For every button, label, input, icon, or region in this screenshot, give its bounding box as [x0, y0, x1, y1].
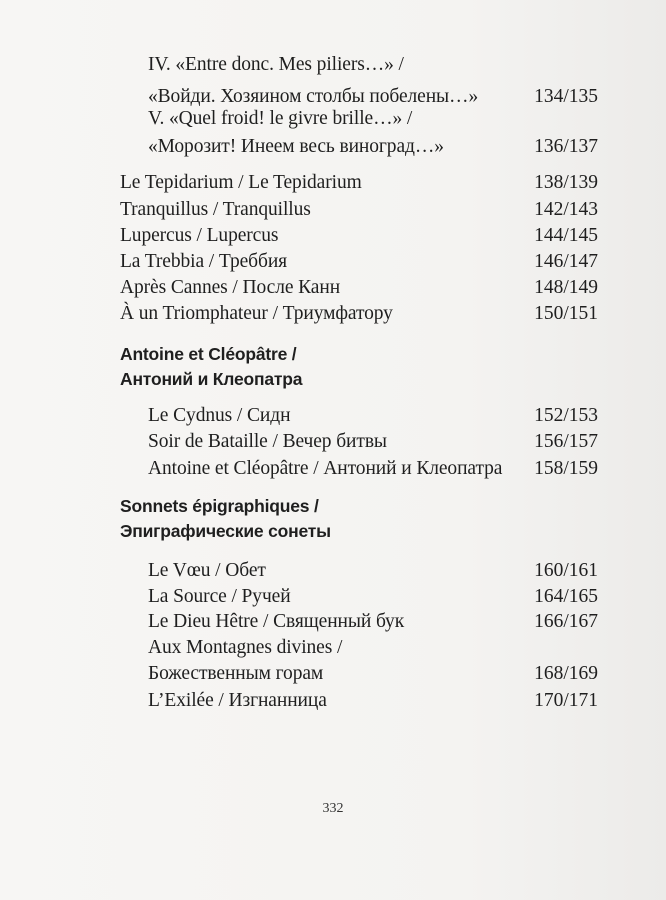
toc-entry-title: L’Exilée / Изгнанница: [148, 690, 327, 711]
toc-entry-title: V. «Quel froid! le givre brille…» /: [148, 108, 413, 129]
toc-entry-pages: 156/157: [534, 431, 598, 452]
toc-entry-title: La Trebbia / Треббия: [120, 251, 288, 272]
toc-entry-pages: 134/135: [534, 86, 598, 107]
toc-entry-pages: 170/171: [534, 690, 598, 711]
toc-entry-title: Après Cannes / После Канн: [120, 277, 341, 298]
toc-entry-pages: 166/167: [534, 611, 598, 632]
toc-entry-title: La Source / Ручей: [148, 586, 291, 607]
toc-entry-title: «Войди. Хозяином столбы побелены…»: [148, 86, 479, 107]
toc-entry-pages: 168/169: [534, 663, 598, 684]
section-heading: Эпиграфические сонеты: [120, 521, 331, 541]
section-heading: Антоний и Клеопатра: [120, 369, 303, 389]
toc-entry-title: IV. «Entre donc. Mes piliers…» /: [148, 54, 404, 75]
toc-entry-title: Lupercus / Lupercus: [120, 225, 279, 246]
toc-entry-title: Soir de Bataille / Вечер битвы: [148, 431, 387, 452]
toc-entry-title: Божественным горам: [148, 663, 324, 684]
toc-entry-pages: 142/143: [534, 199, 598, 220]
toc-entry-title: Le Cydnus / Сидн: [148, 405, 291, 426]
toc-entry-title: Aux Montagnes divines /: [148, 637, 343, 658]
toc-entry-pages: 150/151: [534, 303, 598, 324]
toc-entry-pages: 146/147: [534, 251, 598, 272]
toc-entry-title: «Морозит! Инеем весь виноград…»: [148, 136, 444, 157]
toc-entry-pages: 160/161: [534, 560, 598, 581]
toc-entry-title: À un Triomphateur / Триумфатору: [120, 303, 393, 324]
toc-entry-pages: 136/137: [534, 136, 598, 157]
toc-entry-pages: 148/149: [534, 277, 598, 298]
toc-entry-pages: 164/165: [534, 586, 598, 607]
toc-entry-title: Tranquillus / Tranquillus: [120, 199, 311, 220]
toc-entry-pages: 158/159: [534, 458, 598, 479]
section-heading: Antoine et Cléopâtre /: [120, 344, 297, 364]
toc-entry-pages: 152/153: [534, 405, 598, 426]
page-number: 332: [322, 801, 344, 816]
toc-entry-title: Le Dieu Hêtre / Священный бук: [148, 611, 405, 632]
toc-entry-title: Le Tepidarium / Le Tepidarium: [120, 172, 362, 193]
toc-entry-title: Antoine et Cléopâtre / Антоний и Клеопатра: [148, 458, 503, 479]
toc-entry-pages: 144/145: [534, 225, 598, 246]
section-heading: Sonnets épigraphiques /: [120, 496, 319, 516]
toc-entry-pages: 138/139: [534, 172, 598, 193]
toc-entry-title: Le Vœu / Обет: [148, 560, 266, 581]
